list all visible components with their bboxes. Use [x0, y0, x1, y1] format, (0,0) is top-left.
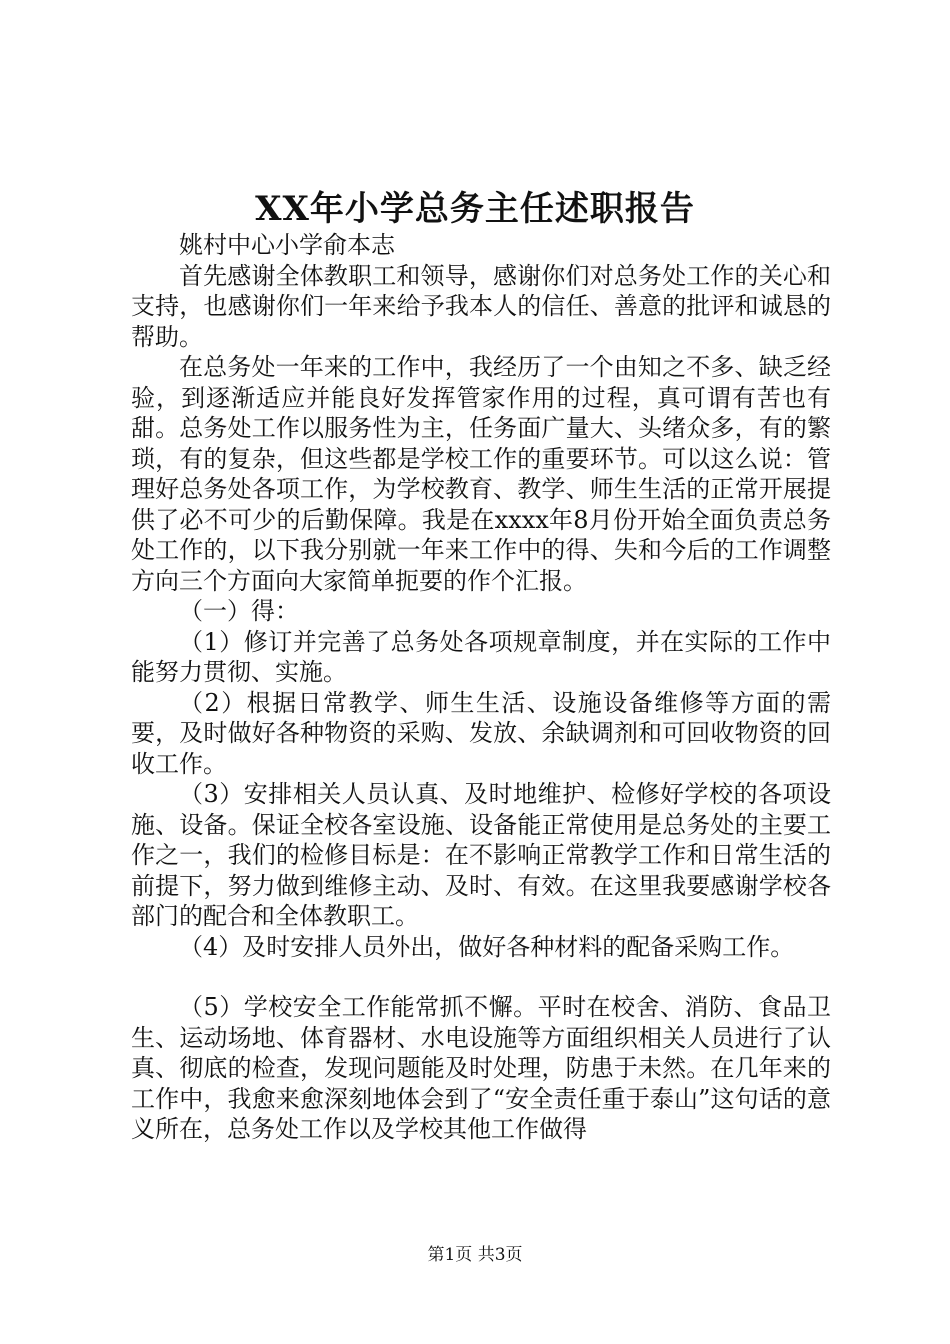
list-item-paragraph: （2）根据日常教学、师生生活、设施设备维修等方面的需要，及时做好各种物资的采购、发放、余缺调剂和可回收物资的回收工作。	[131, 688, 831, 778]
list-item-paragraph: （3）安排相关人员认真、及时地维护、检修好学校的各项设施、设备。保证全校各室设施、设备能正常使用是总务处的主要工作之一，我们的检修目标是：在不影响正常教学工作和日常生活的前提下，努力做到维修主动、及时、有效。在这里我要感谢学校各部门的配合和全体教职工。	[131, 780, 831, 930]
list-item-paragraph: （5）学校安全工作能常抓不懈。平时在校舍、消防、食品卫生、运动场地、体育器材、水电设施等方面组织相关人员进行了认真、彻底的检查，发现问题能及时处理，防患于未然。在几年来的工作中，我愈来愈深刻地体会到了“安全责任重于泰山”这句话的意义所在，总务处工作以及学校其他工作做得	[131, 993, 831, 1143]
section-heading: （一）得：	[179, 597, 299, 625]
page-number-footer: 第1页 共3页	[427, 1245, 523, 1265]
author-line: 姚村中心小学俞本志	[179, 231, 395, 259]
list-item-paragraph: （4）及时安排人员外出，做好各种材料的配备采购工作。	[179, 932, 795, 961]
list-item-paragraph: （1）修订并完善了总务处各项规章制度，并在实际的工作中能努力贯彻、实施。	[131, 627, 831, 686]
paragraph: 在总务处一年来的工作中，我经历了一个由知之不多、缺乏经验，到逐渐适应并能良好发挥管家作用的过程，真可谓有苦也有甜。总务处工作以服务性为主，任务面广量大、头绪众多，有的繁琐，有的复杂，但这些都是学校工作的重要环节。可以这么说：管理好总务处各项工作，为学校教育、教学、师生生活的正常开展提供了必不可少的后勤保障。我是在xxxx年8月份开始全面负责总务处工作的，以下我分别就一年来工作中的得、失和今后的工作调整方向三个方面向大家简单扼要的作个汇报。	[131, 353, 831, 595]
paragraph: 首先感谢全体教职工和领导，感谢你们对总务处工作的关心和支持，也感谢你们一年来给予我本人的信任、善意的批评和诚恳的帮助。	[131, 261, 831, 351]
document-title: XX年小学总务主任述职报告	[255, 189, 695, 229]
document-body	[131, 230, 831, 1145]
